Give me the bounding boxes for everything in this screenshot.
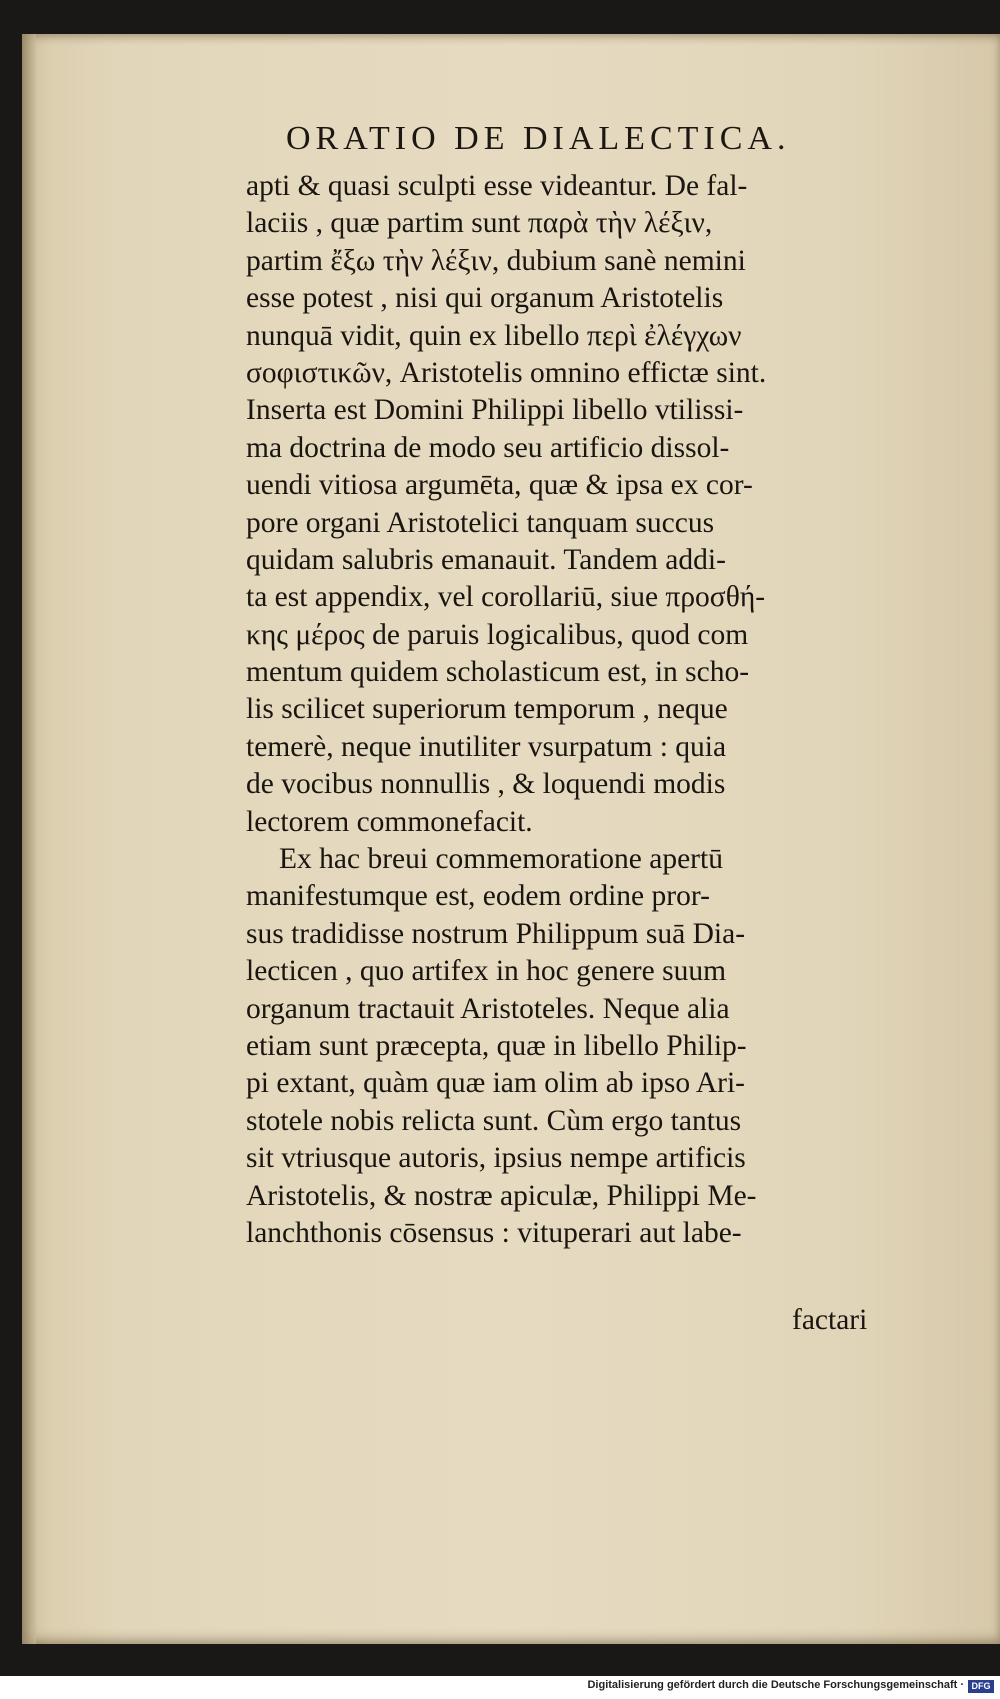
catchword: factari xyxy=(792,1304,868,1336)
text-line: lis scilicet superiorum temporum , neque xyxy=(246,693,728,726)
text-line: pore organi Aristotelici tanquam succus xyxy=(246,506,715,539)
running-head: ORATIO DE DIALECTICA. xyxy=(286,120,791,157)
text-line: lectorem commonefacit. xyxy=(246,805,533,838)
text-line: lanchthonis cōsensus : vituperari aut labe- xyxy=(246,1216,742,1249)
text-line: esse potest , nisi qui organum Aristotelis xyxy=(246,282,724,315)
text-line: Inserta est Domini Philippi libello vtilissi- xyxy=(246,394,744,427)
text-line: apti & quasi sculpti esse videantur. De fal- xyxy=(246,170,748,202)
text-line: sus tradidisse nostrum Philippum suā Dia- xyxy=(246,917,746,950)
text-line: σοφιστικῶν, Aristotelis omnino effictæ sint. xyxy=(246,356,767,389)
text-line: mentum quidem scholasticum est, in scho- xyxy=(246,656,750,689)
text-line: etiam sunt præcepta, quæ in libello Philip- xyxy=(246,1029,747,1062)
text-line: de vocibus nonnullis , & loquendi modis xyxy=(246,768,726,801)
text-line: Aristotelis, & nostræ apiculæ, Philippi Me- xyxy=(246,1179,757,1212)
funding-credit: Digitalisierung gefördert durch die Deutsche Forschungsgemeinschaft · xyxy=(587,1679,964,1691)
text-line: temerè, neque inutiliter vsurpatum : quia xyxy=(246,730,727,763)
text-line: organum tractauit Aristoteles. Neque alia xyxy=(246,992,730,1025)
text-line: pi extant, quàm quæ iam olim ab ipso Ari- xyxy=(246,1067,745,1100)
text-line: nunquā vidit, quin ex libello περὶ ἐλέγχων xyxy=(246,319,742,352)
text-line: partim ἔξω τὴν λέξιν, dubium sanè nemini xyxy=(246,244,746,277)
text-line: ta est appendix, vel corollariū, siue προσθή- xyxy=(246,581,766,614)
body-text xyxy=(246,168,886,1252)
footer-bar xyxy=(0,1676,1000,1699)
text-line: lecticen , quo artifex in hoc genere suum xyxy=(246,955,727,988)
text-line-paragraph-start: Ex hac breui commemoratione apertū xyxy=(279,843,723,876)
page-gutter-shadow xyxy=(22,34,36,1644)
text-line: laciis , quæ partim sunt παρὰ τὴν λέξιν, xyxy=(246,207,713,240)
text-line: sit vtriusque autoris, ipsius nempe artificis xyxy=(246,1142,746,1175)
text-line: κης μέρος de paruis logicalibus, quod com xyxy=(246,618,749,651)
dfg-logo-icon: DFG xyxy=(968,1680,994,1693)
text-line: uendi vitiosa argumēta, quæ & ipsa ex cor- xyxy=(246,469,753,502)
text-line: quidam salubris emanauit. Tandem addi- xyxy=(246,543,726,576)
text-line: ma doctrina de modo seu artificio dissol- xyxy=(246,431,730,464)
text-line: manifestumque est, eodem ordine pror- xyxy=(246,880,710,913)
text-line: stotele nobis relicta sunt. Cùm ergo tantus xyxy=(246,1104,742,1137)
